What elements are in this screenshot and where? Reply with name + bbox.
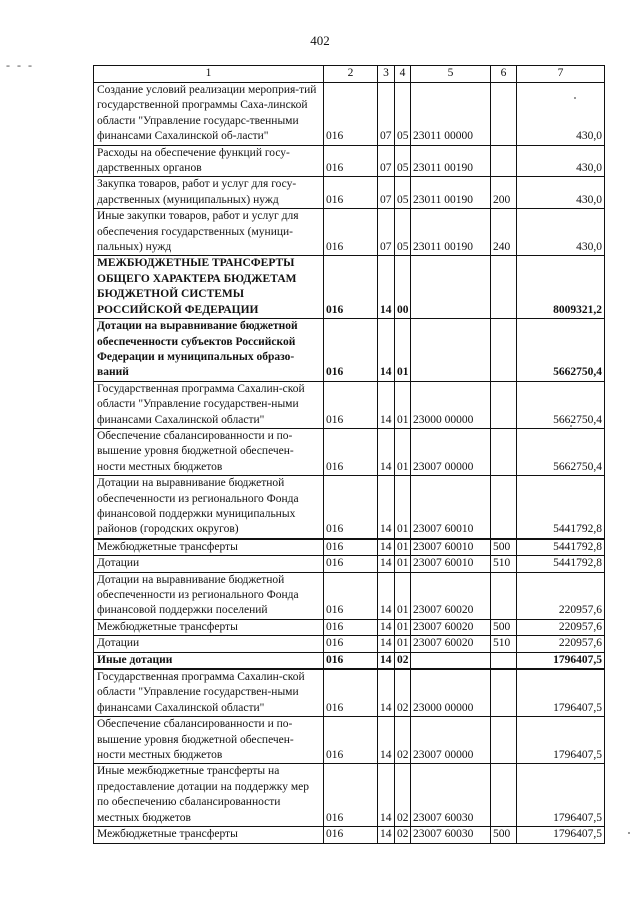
subsection-code: 05 (395, 209, 411, 256)
expense-type (491, 256, 517, 319)
section-code: 07 (378, 83, 395, 146)
amount: 430,0 (517, 177, 605, 209)
ministry-code: 016 (324, 636, 378, 652)
amount: 5662750,4 (517, 381, 605, 428)
section-code: 14 (378, 572, 395, 619)
expense-type: 500 (491, 539, 517, 556)
section-code: 14 (378, 827, 395, 843)
amount: 1796407,5 (517, 652, 605, 669)
target-code: 23007 60020 (411, 619, 491, 635)
column-header: 4 (395, 66, 411, 83)
subsection-code: 05 (395, 83, 411, 146)
table-row (94, 572, 605, 619)
subsection-code: 01 (395, 539, 411, 556)
ministry-code: 016 (324, 83, 378, 146)
table-row (94, 764, 605, 827)
expense-type: 200 (491, 177, 517, 209)
row-name: Дотации на выравнивание бюджетной обеспеченности субъектов Российской Федерации и муниципальных образо-ваний (94, 319, 324, 382)
column-header: 7 (517, 66, 605, 83)
ministry-code: 016 (324, 669, 378, 717)
ministry-code: 016 (324, 145, 378, 177)
target-code: 23007 60010 (411, 556, 491, 572)
row-name: Дотации на выравнивание бюджетной обеспеченности из регионального Фонда финансовой поддержки муниципальных районов (городских округов) (94, 476, 324, 539)
subsection-code: 01 (395, 636, 411, 652)
ministry-code: 016 (324, 556, 378, 572)
column-header: 6 (491, 66, 517, 83)
target-code: 23007 00000 (411, 717, 491, 764)
target-code: 23000 00000 (411, 381, 491, 428)
row-name: Иные дотации (94, 652, 324, 669)
section-code: 14 (378, 619, 395, 635)
section-code: 14 (378, 764, 395, 827)
subsection-code: 02 (395, 669, 411, 717)
section-code: 14 (378, 428, 395, 475)
ministry-code: 016 (324, 717, 378, 764)
amount: 8009321,2 (517, 256, 605, 319)
expense-type: 500 (491, 827, 517, 843)
target-code: 23011 00190 (411, 209, 491, 256)
table-row (94, 381, 605, 428)
amount: 5441792,8 (517, 476, 605, 539)
row-name: МЕЖБЮДЖЕТНЫЕ ТРАНСФЕРТЫ ОБЩЕГО ХАРАКТЕРА БЮДЖЕТАМ БЮДЖЕТНОЙ СИСТЕМЫ РОССИЙСКОЙ ФЕДЕРАЦИИ (94, 256, 324, 319)
amount: 5662750,4 (517, 428, 605, 475)
amount: 1796407,5 (517, 717, 605, 764)
amount: 5441792,8 (517, 539, 605, 556)
expense-type (491, 717, 517, 764)
page-number: 402 (310, 33, 330, 48)
section-code: 14 (378, 381, 395, 428)
row-name: Иные межбюджетные трансферты на предоставление дотации на поддержку мер по обеспечению сбалансированности местных бюджетов (94, 764, 324, 827)
table-row (94, 145, 605, 177)
row-name: Дотации (94, 556, 324, 572)
expense-type (491, 145, 517, 177)
ministry-code: 016 (324, 428, 378, 475)
subsection-code: 02 (395, 652, 411, 669)
amount: 430,0 (517, 83, 605, 146)
subsection-code: 02 (395, 827, 411, 843)
row-name: Межбюджетные трансферты (94, 827, 324, 843)
amount: 1796407,5 (517, 764, 605, 827)
amount: 220957,6 (517, 572, 605, 619)
table-row (94, 256, 605, 319)
table-row (94, 209, 605, 256)
expense-type (491, 764, 517, 827)
row-name: Межбюджетные трансферты (94, 619, 324, 635)
expense-type (491, 428, 517, 475)
subsection-code: 01 (395, 572, 411, 619)
section-code: 14 (378, 636, 395, 652)
ministry-code: 016 (324, 319, 378, 382)
amount: 1796407,5 (517, 827, 605, 843)
table-row (94, 177, 605, 209)
ministry-code: 016 (324, 209, 378, 256)
row-name: Иные закупки товаров, работ и услуг для обеспечения государственных (муници-пальных) нужд (94, 209, 324, 256)
target-code: 23007 60030 (411, 827, 491, 843)
row-name: Государственная программа Сахалин-ской области "Управление государствен-ными финансами Сахалинской области" (94, 669, 324, 717)
expense-type (491, 669, 517, 717)
amount: 220957,6 (517, 636, 605, 652)
section-code: 14 (378, 476, 395, 539)
expense-type: 510 (491, 636, 517, 652)
section-code: 07 (378, 145, 395, 177)
section-code: 14 (378, 717, 395, 764)
ministry-code: 016 (324, 572, 378, 619)
header-row (94, 66, 605, 83)
amount: 430,0 (517, 209, 605, 256)
ministry-code: 016 (324, 177, 378, 209)
ministry-code: 016 (324, 652, 378, 669)
target-code (411, 652, 491, 669)
section-code: 14 (378, 669, 395, 717)
section-code: 14 (378, 652, 395, 669)
expense-type (491, 476, 517, 539)
table-row (94, 539, 605, 556)
expense-type: 510 (491, 556, 517, 572)
amount: 220957,6 (517, 619, 605, 635)
section-code: 14 (378, 539, 395, 556)
row-name: Государственная программа Сахалин-ской области "Управление государствен-ными финансами Сахалинской области" (94, 381, 324, 428)
table-row (94, 476, 605, 539)
column-header: 5 (411, 66, 491, 83)
target-code: 23011 00190 (411, 145, 491, 177)
target-code: 23011 00000 (411, 83, 491, 146)
ministry-code: 016 (324, 827, 378, 843)
subsection-code: 05 (395, 177, 411, 209)
subsection-code: 01 (395, 428, 411, 475)
row-name: Дотации (94, 636, 324, 652)
ministry-code: 016 (324, 381, 378, 428)
expense-type (491, 652, 517, 669)
target-code (411, 256, 491, 319)
section-code: 07 (378, 177, 395, 209)
expense-type (491, 381, 517, 428)
subsection-code: 01 (395, 381, 411, 428)
scan-speck (628, 832, 630, 834)
subsection-code: 01 (395, 619, 411, 635)
ministry-code: 016 (324, 764, 378, 827)
ministry-code: 016 (324, 619, 378, 635)
margin-mark: - - - (6, 58, 34, 72)
ministry-code: 016 (324, 256, 378, 319)
expense-type (491, 83, 517, 146)
table-row (94, 619, 605, 635)
amount: 5441792,8 (517, 556, 605, 572)
row-name: Обеспечение сбалансированности и по-вышение уровня бюджетной обеспечен-ности местных бюджетов (94, 717, 324, 764)
row-name: Межбюджетные трансферты (94, 539, 324, 556)
row-name: Создание условий реализации мероприя-тий государственной программы Саха-линской области "Управление государс-твенными финансами Сахалинской об-ласти" (94, 83, 324, 146)
amount: 430,0 (517, 145, 605, 177)
ministry-code: 016 (324, 539, 378, 556)
row-name: Закупка товаров, работ и услуг для госу-дарственных (муниципальных) нужд (94, 177, 324, 209)
amount: 1796407,5 (517, 669, 605, 717)
table-row (94, 319, 605, 382)
target-code: 23007 60010 (411, 539, 491, 556)
table-row (94, 83, 605, 146)
row-name: Дотации на выравнивание бюджетной обеспеченности из регионального Фонда финансовой поддержки поселений (94, 572, 324, 619)
subsection-code: 05 (395, 145, 411, 177)
target-code: 23007 60030 (411, 764, 491, 827)
subsection-code: 02 (395, 764, 411, 827)
target-code: 23011 00190 (411, 177, 491, 209)
table-row (94, 669, 605, 717)
subsection-code: 00 (395, 256, 411, 319)
row-name: Расходы на обеспечение функций госу-дарственных органов (94, 145, 324, 177)
section-code: 14 (378, 556, 395, 572)
target-code: 23000 00000 (411, 669, 491, 717)
target-code: 23007 60020 (411, 572, 491, 619)
table-row (94, 652, 605, 669)
amount: 5662750,4 (517, 319, 605, 382)
table-row (94, 827, 605, 843)
expense-type: 500 (491, 619, 517, 635)
column-header: 1 (94, 66, 324, 83)
section-code: 07 (378, 209, 395, 256)
expense-type: 240 (491, 209, 517, 256)
target-code (411, 319, 491, 382)
ministry-code: 016 (324, 476, 378, 539)
column-header: 2 (324, 66, 378, 83)
expense-type (491, 319, 517, 382)
table-row (94, 636, 605, 652)
target-code: 23007 60020 (411, 636, 491, 652)
table-row (94, 428, 605, 475)
subsection-code: 01 (395, 476, 411, 539)
section-code: 14 (378, 256, 395, 319)
budget-table (93, 65, 605, 844)
section-code: 14 (378, 319, 395, 382)
table-row (94, 556, 605, 572)
target-code: 23007 00000 (411, 428, 491, 475)
row-name: Обеспечение сбалансированности и по-вышение уровня бюджетной обеспечен-ности местных бюджетов (94, 428, 324, 475)
subsection-code: 01 (395, 556, 411, 572)
table-row (94, 717, 605, 764)
subsection-code: 02 (395, 717, 411, 764)
subsection-code: 01 (395, 319, 411, 382)
target-code: 23007 60010 (411, 476, 491, 539)
column-header: 3 (378, 66, 395, 83)
expense-type (491, 572, 517, 619)
